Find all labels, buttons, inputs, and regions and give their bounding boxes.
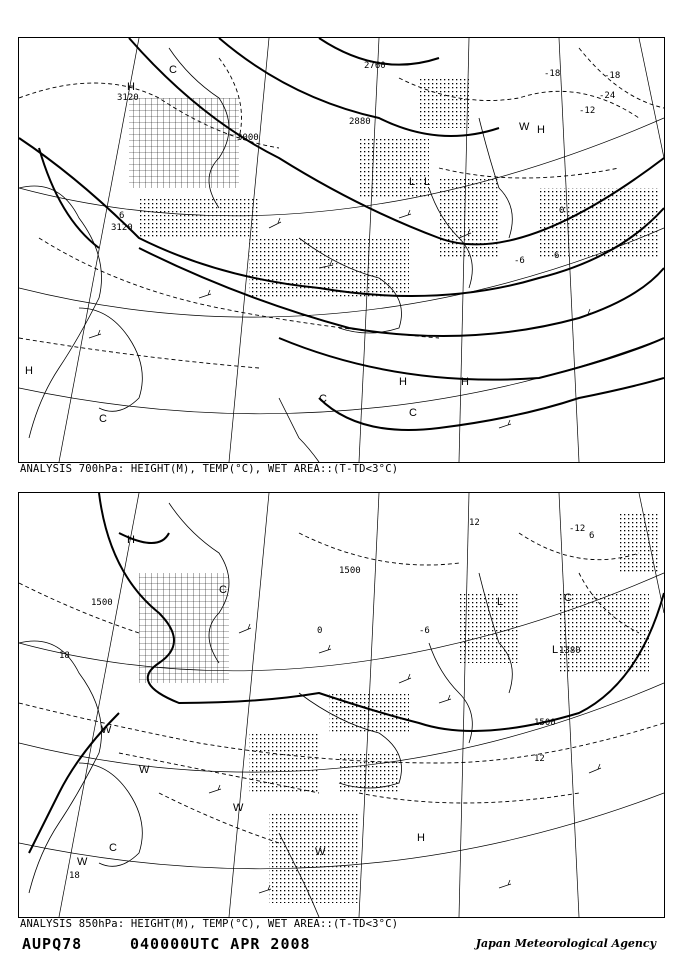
chart-id: AUPQ78 (22, 935, 83, 953)
contour-label: 1380 (559, 646, 581, 656)
temp-label: 6 (119, 211, 125, 221)
temp-label: -12 (579, 106, 596, 116)
center-label: H (127, 534, 135, 546)
center-label: C (169, 64, 177, 76)
weather-map-850hpa (19, 493, 664, 917)
center-label: H (461, 376, 469, 388)
temp-label: 6 (589, 531, 595, 541)
temp-label: 0 (559, 206, 565, 216)
contour-label: 1500 (534, 718, 556, 728)
temp-label: -18 (604, 71, 621, 81)
temp-label: -18 (544, 69, 561, 79)
center-label: C (409, 407, 417, 419)
center-label: C (109, 842, 117, 854)
center-label: C (219, 584, 227, 596)
center-label: C (99, 413, 107, 425)
coastlines (19, 503, 512, 917)
temp-label: 18 (69, 871, 80, 881)
center-label: C (319, 393, 327, 405)
map-panel-850hpa (18, 492, 665, 918)
panel-caption-850hpa: ANALYSIS 850hPa: HEIGHT(M), TEMP(°C), WET AREA::(T-TD<3°C) (20, 918, 399, 930)
temp-label: 18 (59, 651, 70, 661)
contour-label: 2760 (364, 61, 386, 71)
center-label: W (315, 846, 326, 858)
center-label: H (537, 124, 545, 136)
temp-label: 12 (469, 518, 480, 528)
map-panel-700hpa (18, 37, 665, 463)
center-label: H (417, 832, 425, 844)
temp-label: -6 (419, 626, 430, 636)
contour-label: 3120 (117, 93, 139, 103)
center-label: H (25, 365, 33, 377)
center-label: W (77, 856, 88, 868)
panel-caption-700hpa: ANALYSIS 700hPa: HEIGHT(M), TEMP(°C), WET AREA::(T-TD<3°C) (20, 463, 399, 475)
contour-label: 2880 (349, 117, 371, 127)
center-label: H (399, 376, 407, 388)
center-label: L (409, 176, 416, 188)
temp-label: 6 (554, 251, 560, 261)
center-label: W (233, 802, 244, 814)
isotherms (19, 533, 664, 843)
center-label: W (519, 121, 530, 133)
contour-label: 1500 (339, 566, 361, 576)
temp-label: -6 (514, 256, 525, 266)
analysis-datetime: 040000UTC APR 2008 (130, 935, 311, 953)
center-label: W (101, 724, 112, 736)
center-label: L (552, 644, 559, 656)
temp-label: 0 (317, 626, 323, 636)
center-label: L (497, 596, 504, 608)
weather-map-700hpa (19, 38, 664, 462)
contour-label: 3120 (111, 223, 133, 233)
contour-label: 1500 (91, 598, 113, 608)
agency-credit: Japan Meteorological Agency (475, 937, 656, 950)
temp-label: -24 (599, 91, 616, 101)
center-label: W (139, 764, 150, 776)
center-label: C (564, 592, 572, 604)
wet-areas (139, 513, 659, 903)
center-label: H (127, 81, 135, 93)
center-label: L (424, 176, 431, 188)
temp-label: -12 (569, 524, 586, 534)
contour-label: 3000 (237, 133, 259, 143)
temp-label: 12 (534, 754, 545, 764)
